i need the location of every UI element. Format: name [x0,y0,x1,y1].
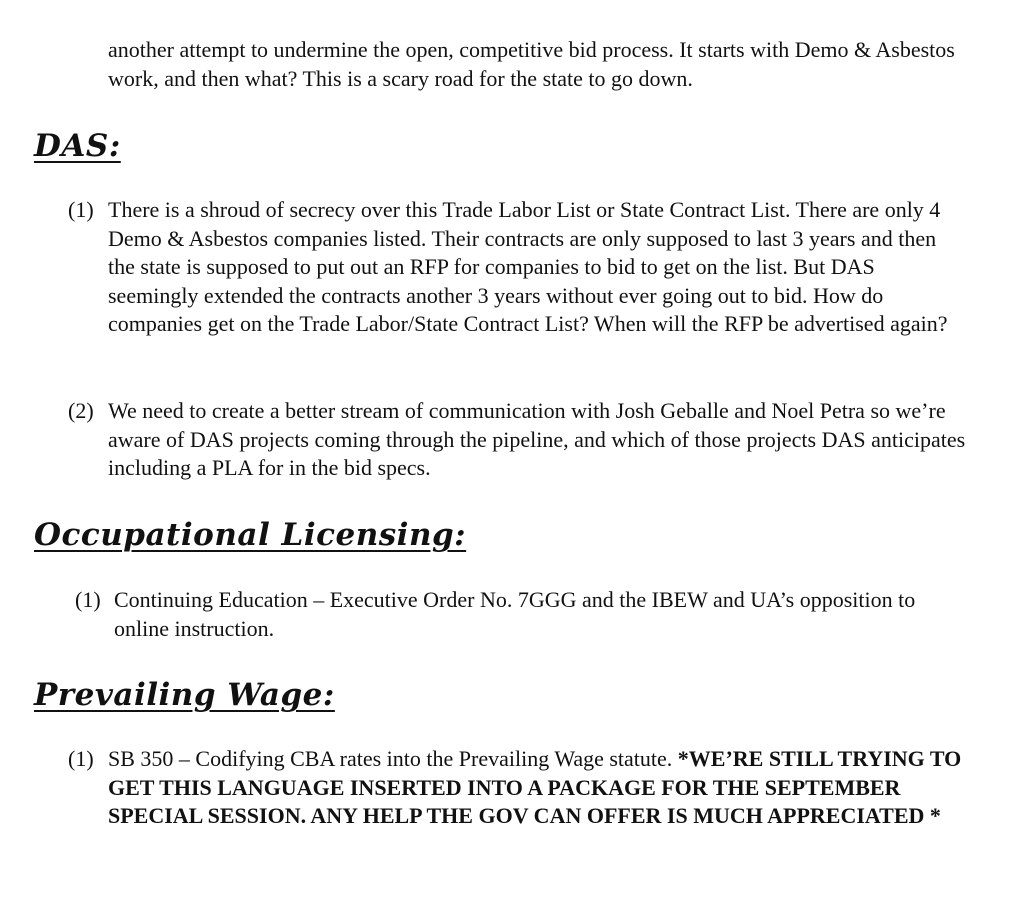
prevailing-wage-item-1-emphasis: *WE’RE STILL TRYING TO GET THIS LANGUAGE INSERTED INTO A PACKAGE FOR THE SEPTEMBER SPECIAL SESSION. ANY HELP THE GOV CAN OFFER IS MUCH APPRECIATED * [108,746,962,829]
intro-paragraph: another attempt to undermine the open, competitive bid process. It starts with Demo & Asbestos work, and then what? This is a scary road for the state to go down. [108,37,955,91]
prevailing-wage-item-1-text [108,745,968,831]
das-item-1-number: (1) [68,197,94,222]
occupational-licensing-item-1-text: Continuing Education – Executive Order No. 7GGG and the IBEW and UA’s opposition to online instruction. [114,587,916,641]
das-item-2-number: (2) [68,398,94,423]
occupational-licensing-item-1-number: (1) [75,587,101,612]
das-item-1-text: There is a shroud of secrecy over this Trade Labor List or State Contract List. There are only 4 Demo & Asbestos companies listed. Their contracts are only supposed to last 3 years and then the state is supposed to put out an RFP for companies to bid to get on the list. But DAS seemingly extended the contracts another 3 years without ever going out to bid. How do companies get on the Trade Labor/State Contract List? When will the RFP be advertised again? [108,197,948,337]
das-item-2-text: We need to create a better stream of communication with Josh Geballe and Noel Petra so we’re aware of DAS projects coming through the pipeline, and which of those projects DAS anticipates including a PLA for in the bid specs. [108,398,966,481]
das-item-1 [68,196,968,339]
prevailing-wage-item-1 [68,745,968,831]
prevailing-wage-heading: Prevailing Wage: [34,677,335,713]
occupational-licensing-heading: Occupational Licensing: [34,517,467,553]
das-heading: DAS: [34,128,121,164]
das-item-2 [68,397,968,483]
prevailing-wage-item-1-number: (1) [68,746,94,771]
prevailing-wage-item-1-plain: SB 350 – Codifying CBA rates into the Prevailing Wage statute. [108,746,678,771]
occupational-licensing-item-1 [75,586,975,643]
